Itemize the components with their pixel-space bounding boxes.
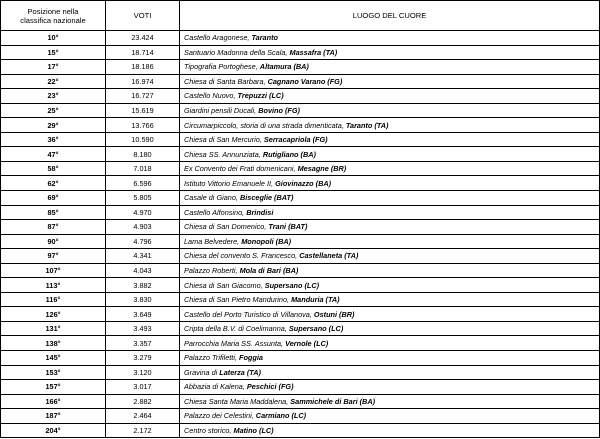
place-cell (180, 278, 600, 293)
place-city: Rutigliano (BA) (262, 149, 316, 159)
place-city: Serracapriola (FG) (263, 135, 328, 145)
table-row (1, 423, 600, 438)
place-cell (180, 292, 600, 307)
position-cell: 166° (1, 394, 106, 409)
place-cell (180, 147, 600, 162)
place-city: Giovinazzo (BA) (275, 178, 332, 188)
place-cell (180, 220, 600, 235)
votes-cell: 3.357 (106, 336, 180, 351)
position-cell: 131° (1, 321, 106, 336)
position-cell: 153° (1, 365, 106, 380)
place-city: Monopoli (BA) (241, 236, 292, 246)
votes-cell: 16.727 (106, 89, 180, 104)
position-cell: 126° (1, 307, 106, 322)
position-header-line2: classifica nazionale (20, 15, 86, 25)
votes-cell: 18.186 (106, 60, 180, 75)
table-row (1, 394, 600, 409)
place-city: Foggia (239, 353, 263, 363)
place-city: Bisceglie (BAT) (239, 193, 294, 203)
votes-cell: 4.903 (106, 220, 180, 235)
table-row (1, 336, 600, 351)
place-name: Palazzo Trifiletti, (184, 353, 240, 363)
position-cell: 23° (1, 89, 106, 104)
place-name: Chiesa SS. Annunziata, (184, 149, 263, 159)
position-cell: 25° (1, 103, 106, 118)
place-cell (180, 103, 600, 118)
place-city: Castellaneta (TA) (299, 251, 359, 261)
table-row (1, 263, 600, 278)
place-name: Palazzo dei Celestini, (184, 411, 256, 421)
position-cell: 85° (1, 205, 106, 220)
place-cell (180, 263, 600, 278)
place-city: Cagnano Varano (FG) (267, 76, 343, 86)
table-row (1, 351, 600, 366)
table-header (1, 1, 600, 31)
table-row (1, 74, 600, 89)
place-name: Centro storico, (184, 426, 234, 436)
position-cell: 113° (1, 278, 106, 293)
table-row (1, 191, 600, 206)
table-row (1, 31, 600, 46)
votes-cell: 4.341 (106, 249, 180, 264)
place-city: Matino (LC) (233, 426, 274, 436)
table-row (1, 234, 600, 249)
position-cell: 17° (1, 60, 106, 75)
place-cell (180, 249, 600, 264)
place-name: Chiesa Santa Maria Maddalena, (184, 396, 291, 406)
votes-cell: 2.172 (106, 423, 180, 438)
table-row (1, 278, 600, 293)
place-city: Manduria (TA) (291, 295, 340, 305)
place-city: Bovino (FG) (258, 106, 300, 115)
place-name: Chiesa di Santa Barbara, (184, 76, 268, 86)
table-row (1, 409, 600, 424)
table-row (1, 380, 600, 395)
table-row (1, 103, 600, 118)
table-row (1, 205, 600, 220)
place-name: Chiesa di San Pietro Mandurino, (184, 295, 292, 305)
place-cell (180, 132, 600, 147)
place-cell (180, 307, 600, 322)
votes-cell: 6.596 (106, 176, 180, 191)
table-row (1, 89, 600, 104)
place-city: Massafra (TA) (289, 47, 338, 57)
place-column-header: LUOGO DEL CUORE (180, 1, 600, 31)
place-cell (180, 89, 600, 104)
table-row (1, 307, 600, 322)
place-city: Peschici (FG) (246, 382, 294, 392)
place-city: Brindisi (246, 207, 274, 217)
position-cell: 15° (1, 45, 106, 60)
place-name: Gravina di (184, 367, 220, 377)
position-cell: 97° (1, 249, 106, 264)
place-city: Supersano (LC) (288, 324, 344, 334)
place-name: Abbazia di Kalena, (184, 382, 247, 392)
place-name: Cripta della B.V. di Coelimanna, (184, 324, 289, 334)
votes-cell: 23.424 (106, 31, 180, 46)
place-name: Santuario Madonna della Scala, (184, 47, 290, 57)
table-row (1, 161, 600, 176)
place-cell (180, 161, 600, 176)
position-cell: 107° (1, 263, 106, 278)
place-name: Giardini pensili Ducali, (184, 106, 259, 115)
votes-cell: 4.970 (106, 205, 180, 220)
votes-cell: 3.493 (106, 321, 180, 336)
place-name: Chiesa del convento S. Francesco, (184, 251, 300, 261)
place-cell (180, 423, 600, 438)
place-city: Mola di Bari (BA) (239, 266, 299, 276)
table-body (1, 31, 600, 438)
position-header-line1: Posizione nella (27, 6, 79, 16)
votes-cell: 4.043 (106, 263, 180, 278)
place-cell (180, 45, 600, 60)
place-name: Castello Nuovo, (184, 91, 238, 101)
votes-cell: 3.279 (106, 351, 180, 366)
votes-cell: 16.974 (106, 74, 180, 89)
table-row (1, 249, 600, 264)
position-cell: 187° (1, 409, 106, 424)
table-row (1, 365, 600, 380)
place-name: Circumarpiccolo, storia di una strada dimenticata, (184, 120, 346, 130)
table-row (1, 147, 600, 162)
table-row (1, 292, 600, 307)
place-city: Laterza (TA) (219, 367, 261, 377)
place-city: Ostuni (BR) (313, 309, 355, 319)
place-cell (180, 191, 600, 206)
place-cell (180, 336, 600, 351)
place-name: Istituto Vittorio Emanuele II, (184, 178, 276, 188)
position-cell: 10° (1, 31, 106, 46)
position-cell: 62° (1, 176, 106, 191)
votes-column-header: VOTI (106, 1, 180, 31)
place-cell (180, 365, 600, 380)
votes-cell: 3.882 (106, 278, 180, 293)
votes-cell: 3.830 (106, 292, 180, 307)
table-row (1, 220, 600, 235)
position-cell: 116° (1, 292, 106, 307)
votes-cell: 15.619 (106, 103, 180, 118)
votes-cell: 3.649 (106, 307, 180, 322)
votes-cell: 2.882 (106, 394, 180, 409)
votes-cell: 3.017 (106, 380, 180, 395)
votes-cell: 10.590 (106, 132, 180, 147)
place-name: Castello Alfonsino, (184, 207, 247, 217)
place-name: Casale di Giano, (184, 193, 240, 203)
votes-cell: 13.766 (106, 118, 180, 133)
table-row (1, 118, 600, 133)
place-cell (180, 409, 600, 424)
position-cell: 138° (1, 336, 106, 351)
place-cell (180, 205, 600, 220)
place-cell (180, 31, 600, 46)
place-city: Supersano (LC) (264, 280, 320, 290)
place-city: Altamura (BA) (259, 62, 309, 72)
position-cell: 29° (1, 118, 106, 133)
votes-cell: 4.796 (106, 234, 180, 249)
place-cell (180, 380, 600, 395)
votes-cell: 5.805 (106, 191, 180, 206)
place-city: Sammichele di Bari (BA) (290, 396, 376, 406)
place-city: Taranto (251, 33, 278, 43)
position-cell: 47° (1, 147, 106, 162)
place-name: Castello Aragonese, (184, 33, 252, 43)
place-name: Chiesa di San Domenico, (184, 222, 269, 232)
table-row (1, 45, 600, 60)
votes-cell: 7.018 (106, 161, 180, 176)
table-row (1, 60, 600, 75)
table-row (1, 132, 600, 147)
place-name: Chiesa di San Giacomo, (184, 280, 265, 290)
votes-cell: 18.714 (106, 45, 180, 60)
position-cell: 87° (1, 220, 106, 235)
table-row (1, 321, 600, 336)
place-city: Trepuzzi (LC) (237, 91, 284, 101)
place-name: Ex Convento dei Frati domenicani, (184, 164, 298, 174)
position-cell: 145° (1, 351, 106, 366)
position-column-header (1, 1, 106, 31)
place-cell (180, 60, 600, 75)
place-city: Trani (BAT) (268, 222, 308, 232)
place-cell (180, 234, 600, 249)
votes-cell: 3.120 (106, 365, 180, 380)
place-city: Carmiano (LC) (255, 411, 307, 421)
position-cell: 36° (1, 132, 106, 147)
place-cell (180, 351, 600, 366)
place-name: Tipografia Portoghese, (184, 62, 260, 72)
place-city: Taranto (TA) (345, 120, 389, 130)
position-cell: 22° (1, 74, 106, 89)
header-row (1, 1, 600, 31)
place-name: Castello del Porto Turistico di Villanova, (184, 309, 314, 319)
place-name: Palazzo Roberti, (184, 266, 240, 276)
place-cell (180, 394, 600, 409)
position-cell: 157° (1, 380, 106, 395)
table-row (1, 176, 600, 191)
place-cell (180, 321, 600, 336)
place-cell (180, 74, 600, 89)
votes-cell: 8.180 (106, 147, 180, 162)
place-city: Mesagne (BR) (297, 164, 347, 174)
position-cell: 204° (1, 423, 106, 438)
position-cell: 58° (1, 161, 106, 176)
position-cell: 69° (1, 191, 106, 206)
place-cell (180, 176, 600, 191)
place-name: Chiesa di San Mercurio, (184, 135, 264, 145)
place-name: Lama Belvedere, (184, 236, 242, 246)
position-cell: 90° (1, 234, 106, 249)
place-cell (180, 118, 600, 133)
votes-cell: 2.464 (106, 409, 180, 424)
place-name: Parrocchia Maria SS. Assunta, (184, 338, 286, 348)
place-city: Vernole (LC) (285, 338, 329, 348)
